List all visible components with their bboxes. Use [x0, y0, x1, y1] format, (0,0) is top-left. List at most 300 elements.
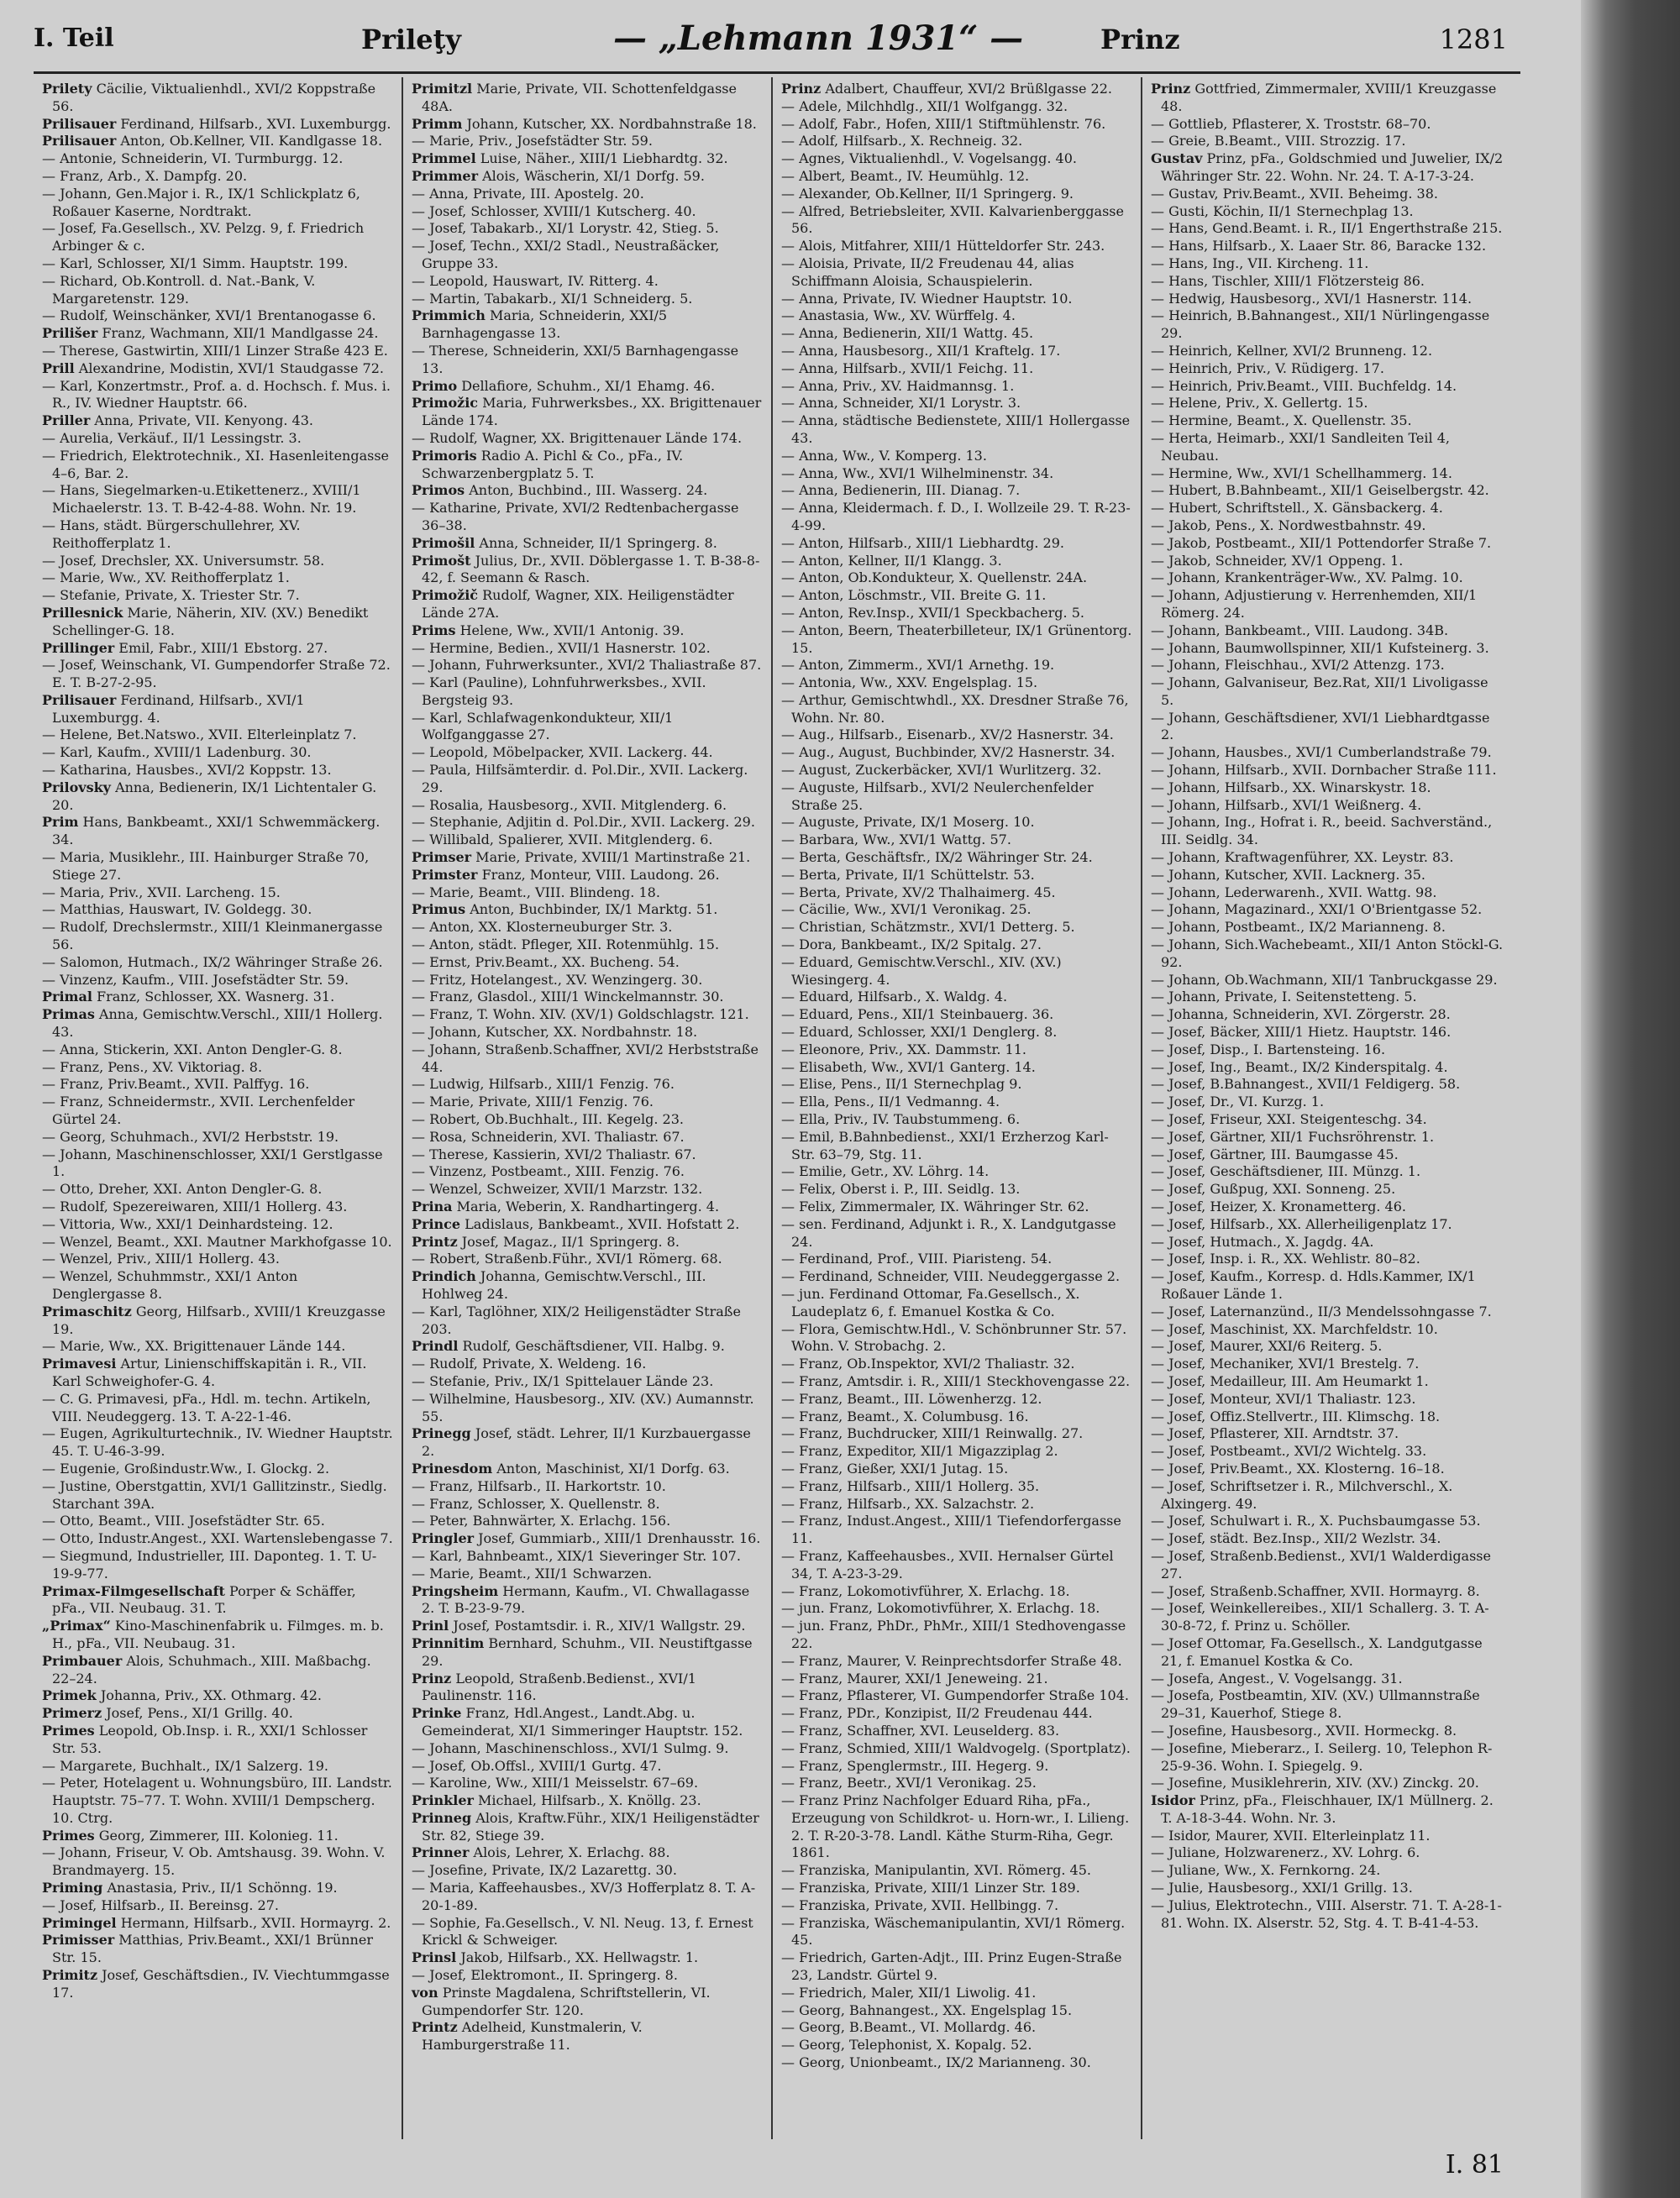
directory-entry: — Willibald, Spalierer, XVII. Mitglenderg. 6.	[412, 831, 713, 848]
directory-entry: — Franz, Schlosser, X. Quellenstr. 8.	[412, 1495, 660, 1512]
entry-headword: Printz	[412, 2019, 458, 2036]
directory-entry: — Robert, Straßenb.Führ., XVI/1 Römerg. 68.	[412, 1251, 722, 1267]
directory-entry: — Franz, Ob.Inspektor, XVI/2 Thaliastr. 32.	[781, 1356, 1075, 1372]
directory-entry: — Auguste, Private, IX/1 Moserg. 10.	[781, 814, 1035, 831]
directory-entry: — Robert, Ob.Buchhalt., III. Kegelg. 23.	[412, 1111, 684, 1128]
directory-entry: — C. G. Primavesi, pFa., Hdl. m. techn. Artikeln, VIII. Neudeggerg. 13. T. A-22-1-46.	[42, 1390, 371, 1424]
directory-entry: Prilety Cäcilie, Viktualienhdl., XVI/2 Koppstraße 56.	[42, 81, 376, 114]
directory-entry: — Anton, Rev.Insp., XVII/1 Speckbacherg. 5.	[781, 604, 1084, 621]
entry-headword: Prilisauer	[42, 691, 117, 708]
directory-entry: — Ella, Pens., II/1 Vedmanng. 4.	[781, 1094, 1000, 1110]
directory-entry: — Franz, Beamt., III. Löwenherzg. 12.	[781, 1390, 1042, 1407]
directory-entry: — Franz, Pflasterer, VI. Gumpendorfer Straße 104.	[781, 1687, 1129, 1704]
directory-entry: — Therese, Gastwirtin, XIII/1 Linzer Straße 423 E.	[42, 342, 388, 359]
directory-entry: — Karl, Konzertmstr., Prof. a. d. Hochsch. f. Mus. i. R., IV. Wiedner Hauptstr. 66.	[42, 377, 391, 412]
entry-headword: Prince	[412, 1215, 461, 1232]
entry-headword: Prim	[42, 814, 79, 831]
directory-entry: — Auguste, Hilfsarb., XVI/2 Neulerchenfelder Straße 25.	[781, 779, 1094, 813]
directory-entry: — Johann, Geschäftsdiener, XVI/1 Liebhardtgasse 2.	[1151, 709, 1490, 743]
directory-entry: Primaschitz Georg, Hilfsarb., XVIII/1 Kreuzgasse 19.	[42, 1303, 386, 1337]
directory-entry: — Franz Prinz Nachfolger Eduard Riha, pFa., Erzeugung von Schildkrot- u. Horn-wr., I. Lilieng. 2. T. R-20-3-78. Landl. Käthe Sturm-Riha, Gegr. 1861.	[781, 1792, 1130, 1861]
directory-entry: — Aug., August, Buchbinder, XV/2 Hasnerstr. 34.	[781, 744, 1116, 761]
entry-headword: Priller	[42, 412, 91, 429]
directory-entry: — Herta, Heimarb., XXI/1 Sandleiten Teil 4, Neubau.	[1151, 429, 1450, 464]
directory-entry: — Aurelia, Verkäuf., II/1 Lessingstr. 3.	[42, 429, 302, 446]
directory-entry: — Josef, Heizer, X. Kronametterg. 46.	[1151, 1199, 1406, 1214]
directory-entry: — Alfred, Betriebsleiter, XVII. Kalvarienberggasse 56.	[781, 202, 1124, 237]
directory-entry: — Anton, Löschmstr., VII. Breite G. 11.	[781, 587, 1047, 604]
directory-entry: — Peter, Hotelagent u. Wohnungsbüro, III. Landstr. Hauptstr. 75–77. T. Wohn. XVIII/1 Dempscherg. 10. Ctrg.	[42, 1775, 392, 1826]
directory-entry: — Josef, Schlosser, XVIII/1 Kutscherg. 40.	[412, 202, 696, 219]
directory-entry: — Stephanie, Adjitin d. Pol.Dir., XVII. Lackerg. 29.	[412, 814, 755, 831]
directory-entry: — Anna, Schneider, XI/1 Lorystr. 3.	[781, 395, 1021, 412]
directory-entry: Primožič Rudolf, Wagner, XIX. Heiligenstädter Lände 27A.	[412, 587, 734, 621]
directory-entry: — Anna, Bedienerin, III. Dianag. 7.	[781, 482, 1021, 499]
directory-entry: — Anna, Hausbesorg., XII/1 Kraftelg. 17.	[781, 342, 1061, 359]
directory-entry: — Antonia, Ww., XXV. Engelsplag. 15.	[781, 674, 1038, 691]
header-rule	[34, 71, 1520, 74]
directory-entry: — Richard, Ob.Kontroll. d. Nat.-Bank, V. Margaretenstr. 129.	[42, 272, 316, 307]
directory-entry: — Rudolf, Weinschänker, XVI/1 Brentanogasse 6.	[42, 307, 376, 324]
entry-headword: Prilisauer	[42, 133, 117, 150]
entry-headword: Pringsheim	[412, 1582, 499, 1599]
directory-entry: — Josef, Ob.Offsl., XVIII/1 Gurtg. 47.	[412, 1757, 662, 1774]
directory-entry: — Josef, Dr., VI. Kurzg. 1.	[1151, 1094, 1325, 1110]
directory-entry: — Anna, Ww., V. Komperg. 13.	[781, 447, 987, 464]
directory-entry: — Josef, Hilfsarb., XX. Allerheiligenplatz 17.	[1151, 1215, 1452, 1232]
directory-entry: — Rudolf, Drechslermstr., XIII/1 Kleinmanergasse 56.	[42, 919, 383, 953]
directory-entry: — Siegmund, Industrieller, III. Daponteg. 1. T. U-19-9-77.	[42, 1547, 377, 1582]
directory-entry: — Georg, Schuhmach., XVI/2 Herbststr. 19.	[42, 1128, 339, 1145]
directory-entry: — Josef, Monteur, XVI/1 Thaliastr. 123.	[1151, 1390, 1416, 1407]
directory-entry: — Josef, Ing., Beamt., IX/2 Kinderspitalg. 4.	[1151, 1058, 1448, 1075]
directory-entry: — Franz, Indust.Angest., XIII/1 Tiefendorfergasse 11.	[781, 1513, 1121, 1547]
directory-entry: — Johann, Fuhrwerksunter., XVI/2 Thaliastraße 87.	[412, 657, 762, 674]
directory-entry: — Hubert, B.Bahnbeamt., XII/1 Geiselbergstr. 42.	[1151, 482, 1489, 499]
entry-headword: Primingel	[42, 1914, 117, 1931]
directory-entry: — Heinrich, Priv.Beamt., VIII. Buchfeldg. 14.	[1151, 377, 1457, 394]
directory-entry: — Isidor, Maurer, XVII. Elterleinplatz 11.	[1151, 1827, 1431, 1844]
directory-entry: — Anastasia, Ww., XV. Würffelg. 4.	[781, 307, 1016, 324]
entry-headword: Prilety	[42, 81, 92, 97]
entry-headword: Printz	[412, 1233, 458, 1250]
directory-entry: — Martin, Tabakarb., XI/1 Schneiderg. 5.	[412, 290, 693, 307]
directory-entry: — Eugenie, Großindustr.Ww., I. Glockg. 2.	[42, 1460, 330, 1477]
entry-headword: Prinz	[781, 81, 822, 97]
directory-entry: — Josefa, Postbeamtin, XIV. (XV.) Ullmannstraße 29–31, Kauerhof, Stiege 8.	[1151, 1687, 1480, 1722]
directory-entry: — Johann, Private, I. Seitenstetteng. 5.	[1151, 989, 1417, 1005]
directory-entry: Primošil Anna, Schneider, II/1 Springerg. 8.	[412, 534, 717, 551]
directory-entry: — Franz, Schaffner, XVI. Leuselderg. 83.	[781, 1722, 1060, 1739]
directory-entry: — Rosalia, Hausbesorg., XVII. Mitglenderg. 6.	[412, 796, 727, 813]
directory-entry: — Heinrich, Priv., V. Rüdigerg. 17.	[1151, 359, 1384, 376]
entry-headword: Primus	[412, 901, 466, 918]
directory-entry: — Hans, städt. Bürgerschullehrer, XV. Reithofferplatz 1.	[42, 517, 301, 551]
directory-entry: — Marie, Ww., XV. Reithofferplatz 1.	[42, 569, 290, 586]
directory-entry: — Franz, Priv.Beamt., XVII. Palffyg. 16.	[42, 1076, 310, 1093]
header-right-word: Prinz	[1100, 24, 1180, 55]
directory-entry: — Matthias, Hauswart, IV. Goldegg. 30.	[42, 901, 312, 918]
entry-headword: Primax-Filmgesellschaft	[42, 1582, 225, 1599]
directory-entry: — Eugen, Agrikulturtechnik., IV. Wiedner Hauptstr. 45. T. U-46-3-99.	[42, 1425, 393, 1460]
directory-entry: — Ludwig, Hilfsarb., XIII/1 Fenzig. 76.	[412, 1076, 675, 1093]
directory-entry: — Franziska, Wäschemanipulantin, XVI/1 Römerg. 45.	[781, 1914, 1126, 1949]
header-left-word: Prileţy	[361, 24, 461, 55]
entry-headword: Prinsl	[412, 1949, 457, 1966]
directory-entry: — Franz, Amtsdir. i. R., XIII/1 Steckhovengasse 22.	[781, 1372, 1131, 1389]
entry-headword: Primitz	[42, 1967, 98, 1984]
directory-entry: — Anna, städtische Bedienstete, XIII/1 Hollergasse 43.	[781, 412, 1131, 446]
entry-headword: Prinl	[412, 1618, 449, 1634]
directory-entry: — Josef, Drechsler, XX. Universumstr. 58.	[42, 552, 325, 569]
directory-entry: — Greie, B.Beamt., VIII. Strozzig. 17.	[1151, 133, 1406, 150]
directory-entry: Primoris Radio A. Pichl & Co., pFa., IV. Schwarzenbergplatz 5. T.	[412, 447, 684, 481]
directory-entry: — Franz, Schneidermstr., XVII. Lerchenfelder Gürtel 24.	[42, 1094, 355, 1128]
directory-entry: Primek Johanna, Priv., XX. Othmarg. 42.	[42, 1687, 322, 1704]
directory-entry: — Josef, Friseur, XXI. Steigenteschg. 34.	[1151, 1111, 1427, 1128]
column-4	[1142, 77, 1512, 2139]
directory-entry: — Georg, Telephonist, X. Kopalg. 52.	[781, 2037, 1032, 2054]
directory-entry: Printz Josef, Magaz., II/1 Springerg. 8.	[412, 1233, 680, 1250]
directory-entry: Primo Dellafiore, Schuhm., XI/1 Ehamg. 46.	[412, 377, 716, 394]
directory-entry: Prilisauer Ferdinand, Hilfsarb., XVI/1 Luxemburgg. 4.	[42, 691, 305, 726]
directory-entry: — Hermine, Beamt., X. Quellenstr. 35.	[1151, 412, 1412, 429]
directory-entry: — Josef, Laternanzünd., II/3 Mendelssohngasse 7.	[1151, 1303, 1492, 1319]
directory-entry: — Vinzenz, Postbeamt., XIII. Fenzig. 76.	[412, 1163, 685, 1180]
directory-entry: — Franz, Expeditor, XII/1 Migazziplag 2.	[781, 1443, 1058, 1460]
entry-headword: Primaschitz	[42, 1303, 132, 1319]
directory-entry: — Franz, Arb., X. Dampfg. 20.	[42, 167, 248, 184]
entry-headword: Primošt	[412, 552, 471, 569]
directory-entry: — Maria, Kaffeehausbes., XV/3 Hofferplatz 8. T. A-20-1-89.	[412, 1880, 756, 1913]
directory-entry: — Felix, Oberst i. P., III. Seidlg. 13.	[781, 1181, 1021, 1198]
directory-entry: — Josef, Medailleur, III. Am Heumarkt 1.	[1151, 1372, 1429, 1389]
directory-entry: — Josef, städt. Bez.Insp., XII/2 Wezlstr. 34.	[1151, 1530, 1441, 1547]
directory-entry: — Franz, Schmied, XIII/1 Waldvogelg. (Sportplatz).	[781, 1739, 1131, 1756]
directory-entry: — Paula, Hilfsämterdir. d. Pol.Dir., XVII. Lackerg. 29.	[412, 762, 748, 795]
directory-entry: — Johann, Kutscher, XVII. Lacknerg. 35.	[1151, 866, 1425, 883]
directory-entry: Prilisauer Anton, Ob.Kellner, VII. Kandlgasse 18.	[42, 133, 383, 150]
entry-headword: Primmich	[412, 307, 486, 324]
directory-entry: — Johann, Straßenb.Schaffner, XVI/2 Herbststraße 44.	[412, 1041, 759, 1075]
directory-entry: — Josef, Disp., I. Bartensteing. 16.	[1151, 1041, 1386, 1057]
entry-headword: Prilisauer	[42, 115, 117, 132]
directory-entry: — Franz, Hilfsarb., XX. Salzachstr. 2.	[781, 1495, 1035, 1512]
directory-entry: Primus Anton, Buchbinder, IX/1 Marktg. 51.	[412, 901, 718, 918]
directory-entry: — Josef, B.Bahnangest., XVII/1 Feldigerg. 58.	[1151, 1076, 1461, 1093]
directory-entry: Isidor Prinz, pFa., Fleischhauer, IX/1 Müllnerg. 2. T. A-18-3-44. Wohn. Nr. 3.	[1151, 1792, 1494, 1826]
directory-entry: — Katharine, Private, XVI/2 Redtenbachergasse 36–38.	[412, 500, 739, 533]
column-1	[34, 77, 403, 2139]
entry-headword: Prinke	[412, 1705, 462, 1722]
directory-entry: — Johann, Baumwollspinner, XII/1 Kufsteinerg. 3.	[1151, 639, 1489, 656]
directory-entry: — Wilhelmine, Hausbesorg., XIV. (XV.) Aumannstr. 55.	[412, 1390, 754, 1424]
directory-entry: — Johann, Maschinenschloss., XVI/1 Sulmg. 9.	[412, 1739, 729, 1756]
directory-entry: — Vittoria, Ww., XXI/1 Deinhardsteing. 12.	[42, 1215, 333, 1232]
directory-entry: Prinegg Josef, städt. Lehrer, II/1 Kurzbauergasse 2.	[412, 1425, 751, 1460]
entry-headword: Prinz	[412, 1670, 452, 1687]
directory-entry: — Johann, Adjustierung v. Herrenhemden, XII/1 Römerg. 24.	[1151, 587, 1478, 621]
directory-entry: Prindl Rudolf, Geschäftsdiener, VII. Halbg. 9.	[412, 1338, 725, 1355]
directory-entry: — Josef, Weinkellereibes., XII/1 Schallerg. 3. T. A-30-8-72, f. Prinz u. Schöller.	[1151, 1600, 1489, 1634]
directory-entry: — Berta, Private, II/1 Schüttelstr. 53.	[781, 866, 1035, 883]
directory-entry: — Katharina, Hausbes., XVI/2 Koppstr. 13.	[42, 762, 332, 779]
directory-entry: — jun. Ferdinand Ottomar, Fa.Gesellsch., X. Laudeplatz 6, f. Emanuel Kostka & Co.	[781, 1285, 1080, 1319]
directory-entry: — Eduard, Gemischtw.Verschl., XIV. (XV.) Wiesingerg. 4.	[781, 953, 1062, 988]
directory-entry: — Christian, Schätzmstr., XVI/1 Detterg. 5.	[781, 919, 1075, 936]
directory-entry: — Johann, Ing., Hofrat i. R., beeid. Sachverständ., III. Seidlg. 34.	[1151, 814, 1493, 848]
directory-entry: — Karl, Schlosser, XI/1 Simm. Hauptstr. 199.	[42, 254, 349, 271]
directory-entry: — Josef, Techn., XXI/2 Stadl., Neustraßäcker, Gruppe 33.	[412, 238, 720, 271]
directory-entry: — Johann, Fleischhau., XVI/2 Attenzg. 173.	[1151, 657, 1445, 674]
directory-entry: Prill Alexandrine, Modistin, XVI/1 Staudgasse 72.	[42, 359, 384, 376]
directory-entry: — Anna, Ww., XVI/1 Wilhelminenstr. 34.	[781, 464, 1054, 481]
directory-entry: — Jakob, Pens., X. Nordwestbahnstr. 49.	[1151, 517, 1426, 533]
entry-headword: Prilovsky	[42, 779, 111, 795]
directory-entry: — Franziska, Manipulantin, XVI. Römerg. 45.	[781, 1862, 1091, 1879]
directory-entry: — Anna, Stickerin, XXI. Anton Dengler-G. 8.	[42, 1041, 343, 1057]
entry-headword: Prinkler	[412, 1792, 474, 1809]
directory-entry: — Anton, Ob.Kondukteur, X. Quellenstr. 24A.	[781, 569, 1088, 586]
directory-entry: — sen. Ferdinand, Adjunkt i. R., X. Landgutgasse 24.	[781, 1215, 1116, 1250]
directory-entry: — Justine, Oberstgattin, XVI/1 Gallitzinstr., Siedlg. Starchant 39A.	[42, 1477, 387, 1512]
directory-entry: — Agnes, Viktualienhdl., V. Vogelsangg. 40.	[781, 150, 1077, 167]
directory-entry: — Therese, Kassierin, XVI/2 Thaliastr. 67.	[412, 1146, 696, 1162]
directory-entry: — Johann, Ob.Wachmann, XII/1 Tanbruckgasse 29.	[1151, 971, 1498, 988]
directory-entry: — Josef, Offiz.Stellvertr., III. Klimschg. 18.	[1151, 1408, 1441, 1424]
directory-entry: Priller Anna, Private, VII. Kenyong. 43.	[42, 412, 313, 429]
directory-entry: — Georg, Unionbeamt., IX/2 Marianneng. 30.	[781, 2054, 1091, 2071]
directory-entry: Prinl Josef, Postamtsdir. i. R., XIV/1 Wallgstr. 29.	[412, 1618, 746, 1634]
directory-entry: Primas Anna, Gemischtw.Verschl., XIII/1 Hollerg. 43.	[42, 1006, 383, 1041]
directory-entry: — Josef, Schriftsetzer i. R., Milchverschl., X. Alxingerg. 49.	[1151, 1477, 1453, 1512]
directory-entry: Primisser Matthias, Priv.Beamt., XXI/1 Brünner Str. 15.	[42, 1932, 373, 1966]
directory-entry: — Gusti, Köchin, II/1 Sternechplag 13.	[1151, 202, 1414, 219]
directory-entry: Primožic Maria, Fuhrwerksbes., XX. Brigittenauer Lände 174.	[412, 395, 762, 429]
directory-entry: — Berta, Geschäftsfr., IX/2 Währinger Str. 24.	[781, 849, 1093, 866]
directory-entry: — Adolf, Fabr., Hofen, XIII/1 Stiftmühlenstr. 76.	[781, 115, 1106, 132]
directory-entry: — Jakob, Postbeamt., XII/1 Pottendorfer Straße 7.	[1151, 534, 1492, 551]
column-3	[773, 77, 1142, 2139]
directory-entry: — Otto, Dreher, XXI. Anton Dengler-G. 8.	[42, 1181, 323, 1198]
directory-entry: — Johann, Kutscher, XX. Nordbahnstr. 18.	[412, 1024, 698, 1041]
directory-entry: — Johanna, Schneiderin, XVI. Zörgerstr. 28.	[1151, 1006, 1451, 1023]
entry-headword: Prinner	[412, 1844, 470, 1861]
directory-entry: — Johann, Lederwarenh., XVII. Wattg. 98.	[1151, 884, 1437, 900]
directory-entry: — Juliane, Ww., X. Fernkorng. 24.	[1151, 1862, 1381, 1879]
footer-mark: I. 81	[1445, 2150, 1504, 2180]
directory-entry: — Franz, Lokomotivführer, X. Erlachg. 18.	[781, 1582, 1070, 1599]
entry-headword: „Primax“	[42, 1618, 111, 1634]
directory-entry: — Peter, Bahnwärter, X. Erlachg. 156.	[412, 1513, 671, 1529]
directory-entry: — Anna, Priv., XV. Haidmannsg. 1.	[781, 377, 1015, 394]
directory-entry: — Friedrich, Elektrotechnik., XI. Hasenleitengasse 4–6, Bar. 2.	[42, 447, 390, 481]
directory-entry: — Karl, Taglöhner, XIX/2 Heiligenstädter Straße 203.	[412, 1303, 741, 1337]
directory-entry: — Johann, Friseur, V. Ob. Amtshausg. 39. Wohn. V. Brandmayerg. 15.	[42, 1844, 386, 1879]
directory-entry: — Johann, Sich.Wachebeamt., XII/1 Anton Stöckl-G. 92.	[1151, 936, 1504, 970]
entry-headword: Primser	[412, 849, 472, 866]
entry-headword: Isidor	[1151, 1792, 1195, 1809]
directory-entry: — Franz, Maurer, XXI/1 Jeneweing. 21.	[781, 1670, 1048, 1687]
directory-entry: — Josef, Schulwart i. R., X. Puchsbaumgasse 53.	[1151, 1513, 1481, 1529]
entry-headword: Primes	[42, 1722, 95, 1739]
directory-entry: — Anna, Private, IV. Wiedner Hauptstr. 10.	[781, 290, 1073, 307]
entry-headword: Prims	[412, 622, 456, 638]
directory-entry: — Heinrich, B.Bahnangest., XII/1 Nürlingengasse 29.	[1151, 307, 1490, 342]
directory-entry: Primingel Hermann, Hilfsarb., XVII. Hormayrg. 2.	[42, 1914, 391, 1931]
directory-entry: — Antonie, Schneiderin, VI. Turmburgg. 12.	[42, 150, 344, 167]
entry-headword: Prinesdom	[412, 1460, 493, 1477]
directory-entry: Primavesi Artur, Linienschiffskapitän i. R., VII. Karl Schweighofer-G. 4.	[42, 1356, 367, 1389]
entry-headword: Prindich	[412, 1268, 476, 1285]
directory-entry: — Margarete, Buchhalt., IX/1 Salzerg. 19.	[42, 1757, 328, 1774]
directory-entry: — Rudolf, Spezereiwaren, XIII/1 Hollerg. 43.	[42, 1199, 348, 1214]
directory-entry: — Josef, Fa.Gesellsch., XV. Pelzg. 9, f. Friedrich Arbinger & c.	[42, 220, 365, 254]
directory-entry: Prinner Alois, Lehrer, X. Erlachg. 88.	[412, 1844, 670, 1861]
directory-entry: — Johann, Krankenträger-Ww., XV. Palmg. 10.	[1151, 569, 1463, 586]
directory-entry: Primax-Filmgesellschaft Porper & Schäffer, pFa., VII. Neubaug. 31. T.	[42, 1582, 356, 1617]
directory-entry: — Anton, Hilfsarb., XIII/1 Liebhardtg. 29.	[781, 534, 1064, 551]
directory-entry: — Josef, Kaufm., Korresp. d. Hdls.Kammer, IX/1 Roßauer Lände 1.	[1151, 1268, 1476, 1302]
directory-entry: — Josef, Gärtner, XII/1 Fuchsröhrenstr. 1.	[1151, 1128, 1435, 1145]
directory-entry: — Anna, Bedienerin, XII/1 Wattg. 45.	[781, 325, 1034, 342]
directory-entry: Prinneg Alois, Kraftw.Führ., XIX/1 Heiligenstädter Str. 82, Stiege 39.	[412, 1809, 759, 1844]
directory-entry: Primitzl Marie, Private, VII. Schottenfeldgasse 48A.	[412, 81, 737, 114]
directory-entry: „Primax“ Kino-Maschinenfabrik u. Filmges. m. b. H., pFa., VII. Neubaug. 31.	[42, 1618, 384, 1651]
directory-entry: — Ernst, Priv.Beamt., XX. Bucheng. 54.	[412, 953, 680, 970]
entry-headword: Primal	[42, 989, 92, 1005]
directory-entry: — Josef, Pflasterer, XII. Arndtstr. 37.	[1151, 1425, 1399, 1442]
entry-headword: Primster	[412, 866, 478, 883]
directory-entry: — Hans, Tischler, XIII/1 Flötzersteig 86.	[1151, 272, 1425, 289]
directory-entry: — Fritz, Hotelangest., XV. Wenzingerg. 30.	[412, 971, 703, 988]
directory-entry: — Alois, Mitfahrer, XIII/1 Hütteldorfer Str. 243.	[781, 238, 1105, 254]
directory-entry: — Anna, Hilfsarb., XVII/1 Feichg. 11.	[781, 359, 1034, 376]
directory-entry: Prinsl Jakob, Hilfsarb., XX. Hellwagstr. 1.	[412, 1949, 699, 1966]
directory-entry: — Julius, Elektrotechn., VIII. Alserstr. 71. T. A-28-1-81. Wohn. IX. Alserstr. 52, Stg. 4. T. B-41-4-53.	[1151, 1896, 1502, 1931]
directory-entry: — Marie, Priv., Josefstädter Str. 59.	[412, 133, 653, 150]
directory-entry: — Hedwig, Hausbesorg., XVI/1 Hasnerstr. 114.	[1151, 290, 1473, 307]
column-2	[403, 77, 773, 2139]
directory-entry: — Stefanie, Private, X. Triester Str. 7.	[42, 587, 300, 604]
directory-entry: — Karoline, Ww., XIII/1 Meisselstr. 67–69.	[412, 1775, 699, 1791]
directory-entry: Primitz Josef, Geschäftsdien., IV. Viechtummgasse 17.	[42, 1967, 390, 2001]
entry-headword: Primbauer	[42, 1652, 123, 1669]
directory-entry: — Johann, Gen.Major i. R., IX/1 Schlickplatz 6, Roßauer Kaserne, Nordtrakt.	[42, 185, 360, 219]
directory-entry: — Georg, Bahnangest., XX. Engelsplag 15.	[781, 2001, 1073, 2018]
directory-entry: — Franz, Kaffeehausbes., XVII. Hernalser Gürtel 34, T. A-23-3-29.	[781, 1547, 1114, 1582]
directory-entry: — Otto, Beamt., VIII. Josefstädter Str. 65.	[42, 1513, 325, 1529]
directory-entry: — Jakob, Schneider, XV/1 Oppeng. 1.	[1151, 552, 1404, 569]
directory-entry: — Johann, Bankbeamt., VIII. Laudong. 34B.	[1151, 622, 1449, 638]
directory-entry: — Hans, Gend.Beamt. i. R., II/1 Engerthstraße 215.	[1151, 220, 1503, 237]
directory-entry: — Hubert, Schriftstell., X. Gänsbackerg. 4.	[1151, 500, 1443, 517]
directory-entry: Prindich Johanna, Gemischtw.Verschl., III. Hohlweg 24.	[412, 1268, 706, 1302]
entry-headword: Primas	[42, 1006, 95, 1023]
entry-headword: Prinz	[1151, 81, 1191, 97]
directory-entry: Primser Marie, Private, XVIII/1 Martinstraße 21.	[412, 849, 751, 866]
directory-entry: — Ferdinand, Prof., VIII. Piaristeng. 54.	[781, 1251, 1053, 1267]
directory-entry: Prilišer Franz, Wachmann, XII/1 Mandlgasse 24.	[42, 325, 379, 342]
directory-entry: Prilisauer Ferdinand, Hilfsarb., XVI. Luxemburgg.	[42, 115, 391, 132]
directory-entry: — Stefanie, Priv., IX/1 Spittelauer Lände 23.	[412, 1372, 714, 1389]
page-number: 1281	[1439, 24, 1508, 55]
directory-entry: — Heinrich, Kellner, XVI/2 Brunneng. 12.	[1151, 342, 1433, 359]
directory-entry: Printz Adelheid, Kunstmalerin, V. Hamburgerstraße 11.	[412, 2019, 643, 2054]
directory-entry: — jun. Franz, PhDr., PhMr., XIII/1 Stedhovengasse 22.	[781, 1618, 1126, 1651]
directory-entry: Prinz Adalbert, Chauffeur, XVI/2 Brüßlgasse 22.	[781, 81, 1112, 97]
entry-headword: Primo	[412, 377, 458, 394]
directory-entry: — Anton, städt. Pfleger, XII. Rotenmühlg. 15.	[412, 936, 720, 953]
directory-entry: Pringler Josef, Gummiarb., XIII/1 Drenhausstr. 16.	[412, 1530, 761, 1547]
directory-entry: — Arthur, Gemischtwhdl., XX. Dresdner Straße 76, Wohn. Nr. 80.	[781, 691, 1129, 726]
directory-entry: Primster Franz, Monteur, VIII. Laudong. 26.	[412, 866, 720, 883]
directory-entry: — Eduard, Hilfsarb., X. Waldg. 4.	[781, 989, 1008, 1005]
directory-entry: — Adolf, Hilfsarb., X. Rechneig. 32.	[781, 133, 1023, 150]
directory-entry: — Dora, Bankbeamt., IX/2 Spitalg. 27.	[781, 936, 1042, 953]
directory-entry: — Johann, Hilfsarb., XVI/1 Weißnerg. 4.	[1151, 796, 1422, 813]
directory-entry: Primmel Luise, Näher., XIII/1 Liebhardtg. 32.	[412, 150, 728, 167]
directory-entry: — Josef, Mechaniker, XVI/1 Brestelg. 7.	[1151, 1356, 1420, 1372]
directory-entry: — Gustav, Priv.Beamt., XVII. Beheimg. 38.	[1151, 185, 1438, 202]
directory-entry: Pringsheim Hermann, Kaufm., VI. Chwallagasse 2. T. B-23-9-79.	[412, 1582, 750, 1617]
directory-entry: — Johann, Maschinenschlosser, XXI/1 Gerstlgasse 1.	[42, 1146, 383, 1180]
directory-entry: Prinz Leopold, Straßenb.Bedienst., XVI/1 Paulinenstr. 116.	[412, 1670, 696, 1704]
directory-entry: — Aloisia, Private, II/2 Freudenau 44, alias Schiffmann Aloisia, Schauspielerin.	[781, 254, 1074, 289]
directory-entry: — Hans, Siegelmarken-u.Etikettenerz., XVIII/1 Michaelerstr. 13. T. B-42-4-88. Wohn. Nr. 19.	[42, 482, 361, 517]
directory-entry: — Albert, Beamt., IV. Heumühlg. 12.	[781, 167, 1030, 184]
entry-headword: Primerz	[42, 1705, 102, 1722]
directory-entry: — Franz, Spenglermstr., III. Hegerg. 9.	[781, 1757, 1049, 1774]
directory-entry: — Franz, Beetr., XVI/1 Veronikag. 25.	[781, 1775, 1037, 1791]
directory-entry: Primes Georg, Zimmerer, III. Kolonieg. 11.	[42, 1827, 339, 1844]
directory-entry: — Josef Ottomar, Fa.Gesellsch., X. Landgutgasse 21, f. Emanuel Kostka & Co.	[1151, 1634, 1483, 1669]
entry-headword: Pringler	[412, 1530, 475, 1547]
header-title: — „Lehmann 1931“ —	[613, 18, 1024, 58]
entry-headword: Prillinger	[42, 639, 115, 656]
entry-headword: Prillesnick	[42, 604, 123, 621]
directory-entry: — Marie, Ww., XX. Brigittenauer Lände 144.	[42, 1338, 346, 1355]
directory-entry: — Franz, Hilfsarb., II. Harkortstr. 10.	[412, 1477, 666, 1494]
directory-entry: — Flora, Gemischtw.Hdl., V. Schönbrunner Str. 57. Wohn. V. Strobachg. 2.	[781, 1320, 1127, 1355]
directory-entry: — Josef, Priv.Beamt., XX. Klosterng. 16–18.	[1151, 1460, 1445, 1477]
directory-entry: — Josef, Geschäftsdiener, III. Münzg. 1.	[1151, 1163, 1421, 1180]
directory-entry: — Barbara, Ww., XVI/1 Wattg. 57.	[781, 831, 1011, 848]
directory-entry: — Johann, Hilfsarb., XX. Winarskystr. 18.	[1151, 779, 1431, 795]
directory-entry: Primerz Josef, Pens., XI/1 Grillg. 40.	[42, 1705, 293, 1722]
directory-entry: Prince Ladislaus, Bankbeamt., XVII. Hofstatt 2.	[412, 1215, 740, 1232]
directory-entry: — Johann, Magazinard., XXI/1 O'Brientgasse 52.	[1151, 901, 1483, 918]
directory-entry: Priming Anastasia, Priv., II/1 Schönng. 19.	[42, 1880, 338, 1896]
directory-entry: — Friedrich, Maler, XII/1 Liwolig. 41.	[781, 1984, 1037, 2001]
directory-entry: Primal Franz, Schlosser, XX. Wasnerg. 31.	[42, 989, 335, 1005]
directory-entry: — Josef, Straßenb.Schaffner, XVII. Hormayrg. 8.	[1151, 1582, 1480, 1599]
directory-columns	[34, 77, 1512, 2139]
directory-entry: Primmer Alois, Wäscherin, XI/1 Dorfg. 59.	[412, 167, 705, 184]
directory-entry: Primos Anton, Buchbind., III. Wasserg. 24.	[412, 482, 708, 499]
directory-entry: — Ferdinand, Schneider, VIII. Neudeggergasse 2.	[781, 1268, 1121, 1285]
directory-entry: — Franz, Pens., XV. Viktoriag. 8.	[42, 1058, 263, 1075]
entry-headword: Gustav	[1151, 150, 1203, 167]
directory-entry: — Hermine, Bedien., XVII/1 Hasnerstr. 102.	[412, 639, 711, 656]
directory-entry: — Leopold, Möbelpacker, XVII. Lackerg. 44.	[412, 744, 713, 761]
directory-entry: — Rudolf, Wagner, XX. Brigittenauer Lände 174.	[412, 429, 743, 446]
directory-entry: — Josef, Tabakarb., XI/1 Lorystr. 42, Stieg. 5.	[412, 220, 719, 237]
directory-entry: — Helene, Bet.Natswo., XVII. Elterleinplatz 7.	[42, 727, 357, 743]
directory-entry: — Josef, Hilfsarb., II. Bereinsg. 27.	[42, 1896, 279, 1913]
directory-entry: Prillesnick Marie, Näherin, XIV. (XV.) Benedikt Schellinger-G. 18.	[42, 604, 369, 638]
directory-entry: — Karl, Bahnbeamt., XIX/1 Sieveringer Str. 107.	[412, 1547, 741, 1564]
